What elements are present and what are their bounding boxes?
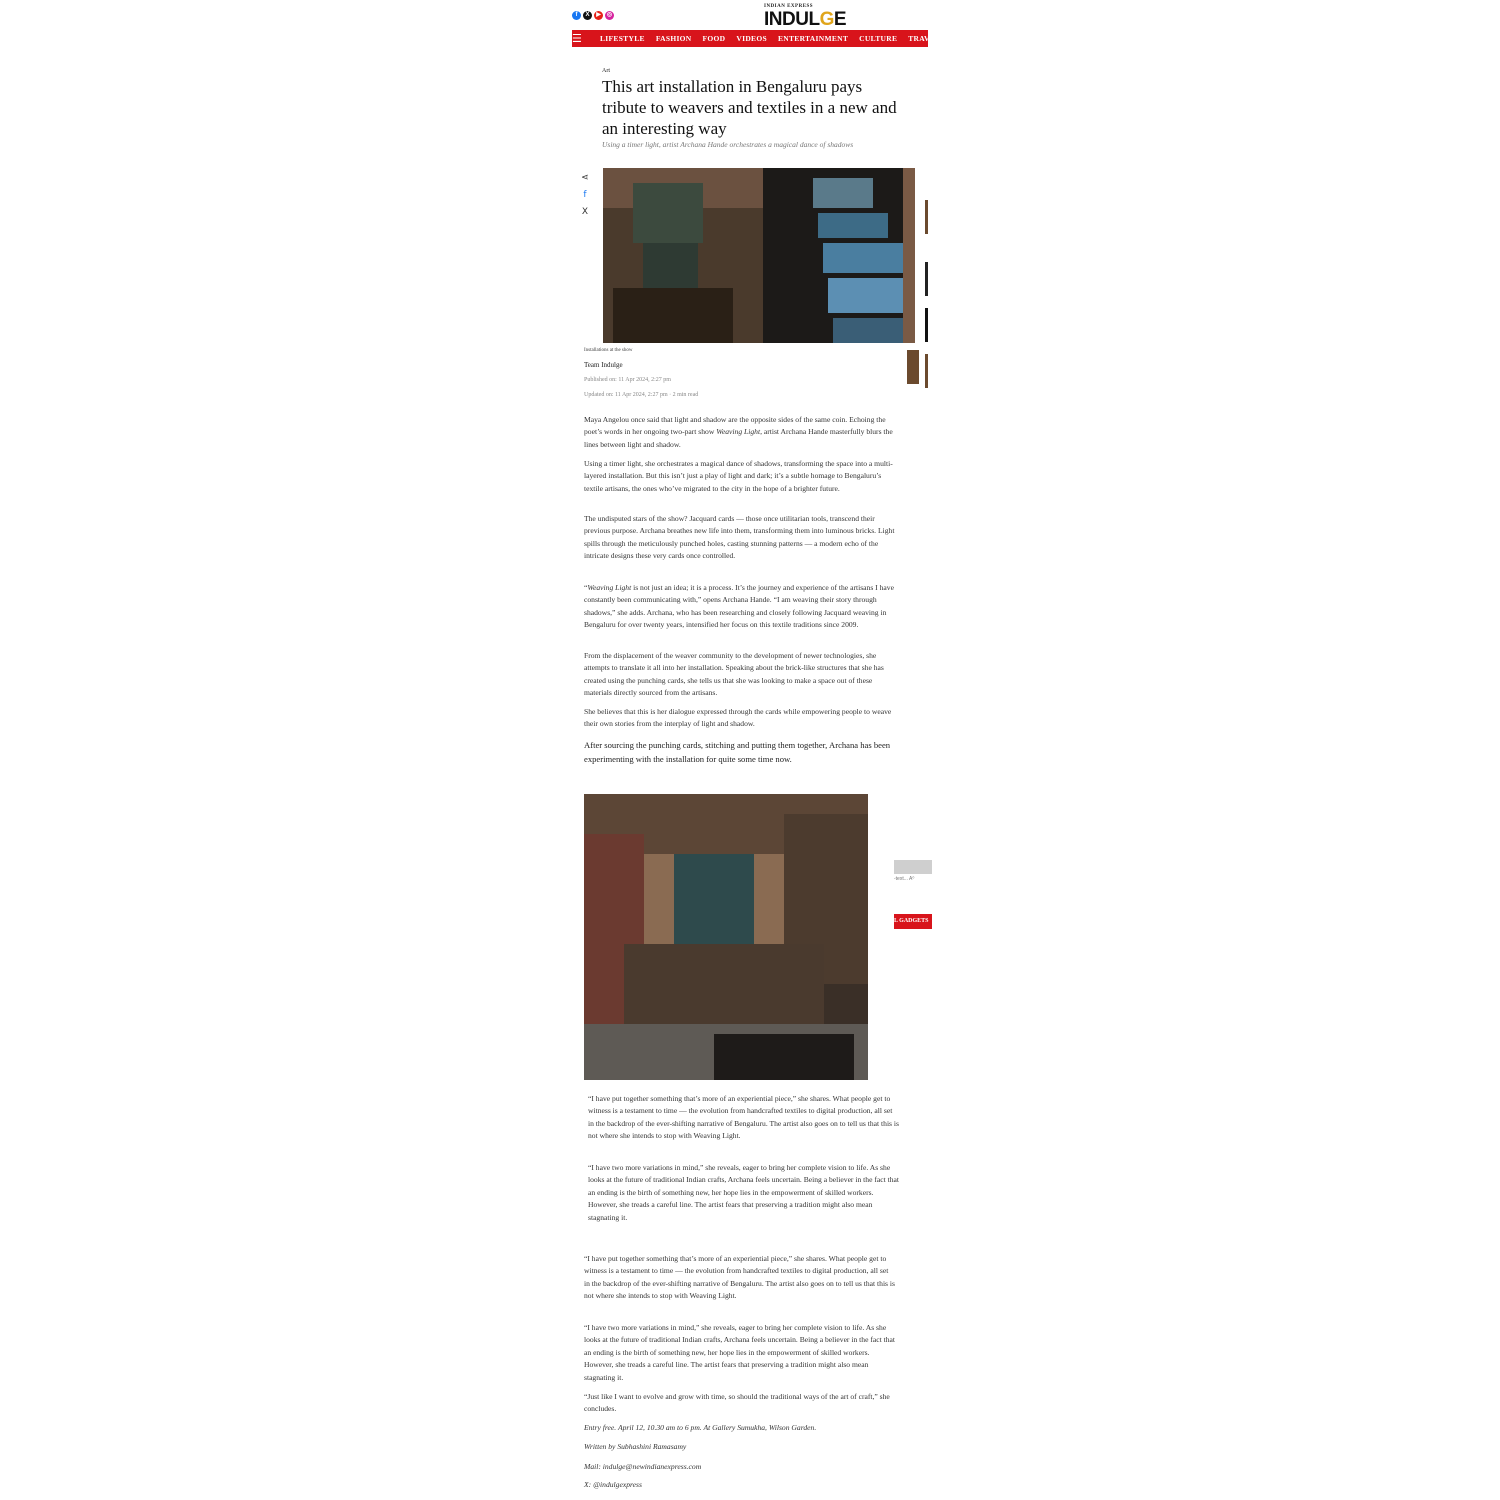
floating-ad-text: -text... A⁰ [894,876,915,882]
paragraph-lead: After sourcing the punching cards, stitching and putting them together, Archana has been experimenting with the installation for quite some time now. [584,740,891,764]
share-icon[interactable]: ⋖ [581,173,589,183]
logo-wordmark: INDULGE [764,9,847,30]
main-nav [572,30,941,47]
article-title: This art installation in Bengaluru pays tribute to weavers and textiles in a new and an interesting way [602,77,897,138]
contact-x[interactable]: X: @indulgexpress [584,1480,642,1489]
floating-ad-box[interactable] [894,860,932,874]
nav-item-travel[interactable]: TRAVEL [908,34,941,43]
nav-item-culture[interactable]: CULTURE [859,34,898,43]
nav-item-food[interactable]: FOOD [702,34,726,43]
paragraph: “Just like I want to evolve and grow with time, so should the traditional ways of the art of craft,” she concludes. [584,1392,890,1414]
byline: Written by Subhashini Ramasamy [584,1442,687,1451]
image-caption: Installations at the show [584,348,633,353]
sidebar-thumbnail[interactable] [925,200,928,234]
floating-nav-strip[interactable]: L GADGETS [894,914,932,929]
x-share-icon[interactable]: X [581,207,589,217]
social-links [572,11,614,20]
sidebar-thumbnail[interactable] [925,354,928,388]
paragraph: “Weaving Light is not just an idea; it is a process. It’s the journey and experience of the artisans I have constantly been communicating with,” opens Archana Hande. “I am weaving their story through shadows,” she adds. Archana, who has been researching and closely following Jacquard weaving in Bengaluru for over twenty years, intensified her focus on this textile traditions since 2009. [584,583,894,630]
site-logo[interactable] [764,4,874,28]
sidebar-thumbnail[interactable] [925,308,928,342]
x-icon[interactable]: X [583,11,592,20]
menu-icon[interactable]: ☰ [572,32,582,45]
paragraph: “I have two more variations in mind,” she reveals, eager to bring her complete vision to life. As she looks at the future of traditional Indian crafts, Archana feels uncertain. Being a believer in the fact that an ending is the birth of something new, her hope lies in the empowerment of skilled workers. However, she treads a careful line. The artist fears that preserving a tradition might also mean stagnating it. [584,1323,896,1382]
instagram-icon[interactable]: ◎ [606,12,613,18]
facebook-icon[interactable]: f [572,11,581,20]
paragraph: “I have two more variations in mind,” she reveals, eager to bring her complete vision to life. As she looks at the future of traditional Indian crafts, Archana feels uncertain. Being a believer in the fact that an ending is the birth of something new, her hope lies in the empowerment of skilled workers. However, she treads a careful line. The artist fears that preserving a tradition might also mean stagnating it. [588,1163,900,1222]
article-subtitle: Using a timer light, artist Archana Hande orchestrates a magical dance of shadows [602,140,854,149]
nav-item-lifestyle[interactable]: LIFESTYLE [600,34,645,43]
youtube-icon[interactable]: ▶ [594,11,603,20]
installation-image [584,794,868,1080]
paragraph: The undisputed stars of the show? Jacquard cards — those once utilitarian tools, transcend their previous purpose. Archana breathes new life into them, transforming them into luminous bricks. Light spills through the meticulously punched holes, casting stunning patterns — a modern echo of the intricate designs these very cards once controlled. [584,514,895,561]
hero-image [603,168,915,343]
paragraph: “I have put together something that’s more of an experiential piece,” she shares. What people get to witness is a testament to time — the evolution from handcrafted textiles to digital production, all set in the backdrop of the ever-shifting narrative of Bengaluru. The artist also goes on to tell us that this is not where she intends to stop with Weaving Light. [588,1094,899,1141]
updated-date: Updated on: 11 Apr 2024, 2:27 pm · 2 min read [584,392,699,398]
nav-item-fashion[interactable]: FASHION [655,34,692,43]
sidebar-thumbnail[interactable] [925,262,928,296]
contact-mail[interactable]: Mail: indulge@newindianexpress.com [584,1462,702,1471]
paragraph: “I have put together something that’s more of an experiential piece,” she shares. What people get to witness is a testament to time — the evolution from handcrafted textiles to digital production, all set in the backdrop of the ever-shifting narrative of Bengaluru. The artist also goes on to tell us that this is not where she intends to stop with Weaving Light. [584,1254,895,1301]
article-category[interactable]: Art [602,68,610,74]
published-date: Published on: 11 Apr 2024, 2:27 pm [584,377,671,383]
nav-item-videos[interactable]: VIDEOS [736,34,767,43]
related-thumbnail[interactable] [907,350,919,384]
logo-publisher: INDIAN EXPRESS [764,4,814,9]
facebook-share-icon[interactable]: f [583,190,587,200]
page-column [572,0,941,1500]
paragraph: From the displacement of the weaver community to the development of newer technologies, she attempts to translate it all into her installation. Speaking about the brick-like structures that she has created using the punching cards, she tells us that she was looking to make a space out of these materials directly sourced from the artisans. [584,651,884,698]
paragraph: Maya Angelou once said that light and shadow are the opposite sides of the same coin. Echoing the poet’s words in her ongoing two-part show Weaving Light, artist Archana Hande masterfully blurs the lines between light and shadow. [584,415,893,449]
top-bar [572,0,928,30]
event-details: Entry free. April 12, 10.30 am to 6 pm. At Gallery Sumukha, Wilson Garden. [584,1423,817,1432]
share-bar [580,173,590,217]
nav-item-entertainment[interactable]: ENTERTAINMENT [777,34,849,43]
nav-list [600,34,940,43]
author-name[interactable]: Team Indulge [584,361,623,369]
paragraph: Using a timer light, she orchestrates a magical dance of shadows, transforming the space into a multi-layered installation. But this isn’t just a play of light and dark; it’s a subtle homage to Bengaluru’s textile artisans, the ones who’ve migrated to the city in the hope of a brighter future. [584,459,893,493]
paragraph: She believes that this is her dialogue expressed through the cards while empowering people to weave their own stories from the interplay of light and shadow. [584,707,892,729]
